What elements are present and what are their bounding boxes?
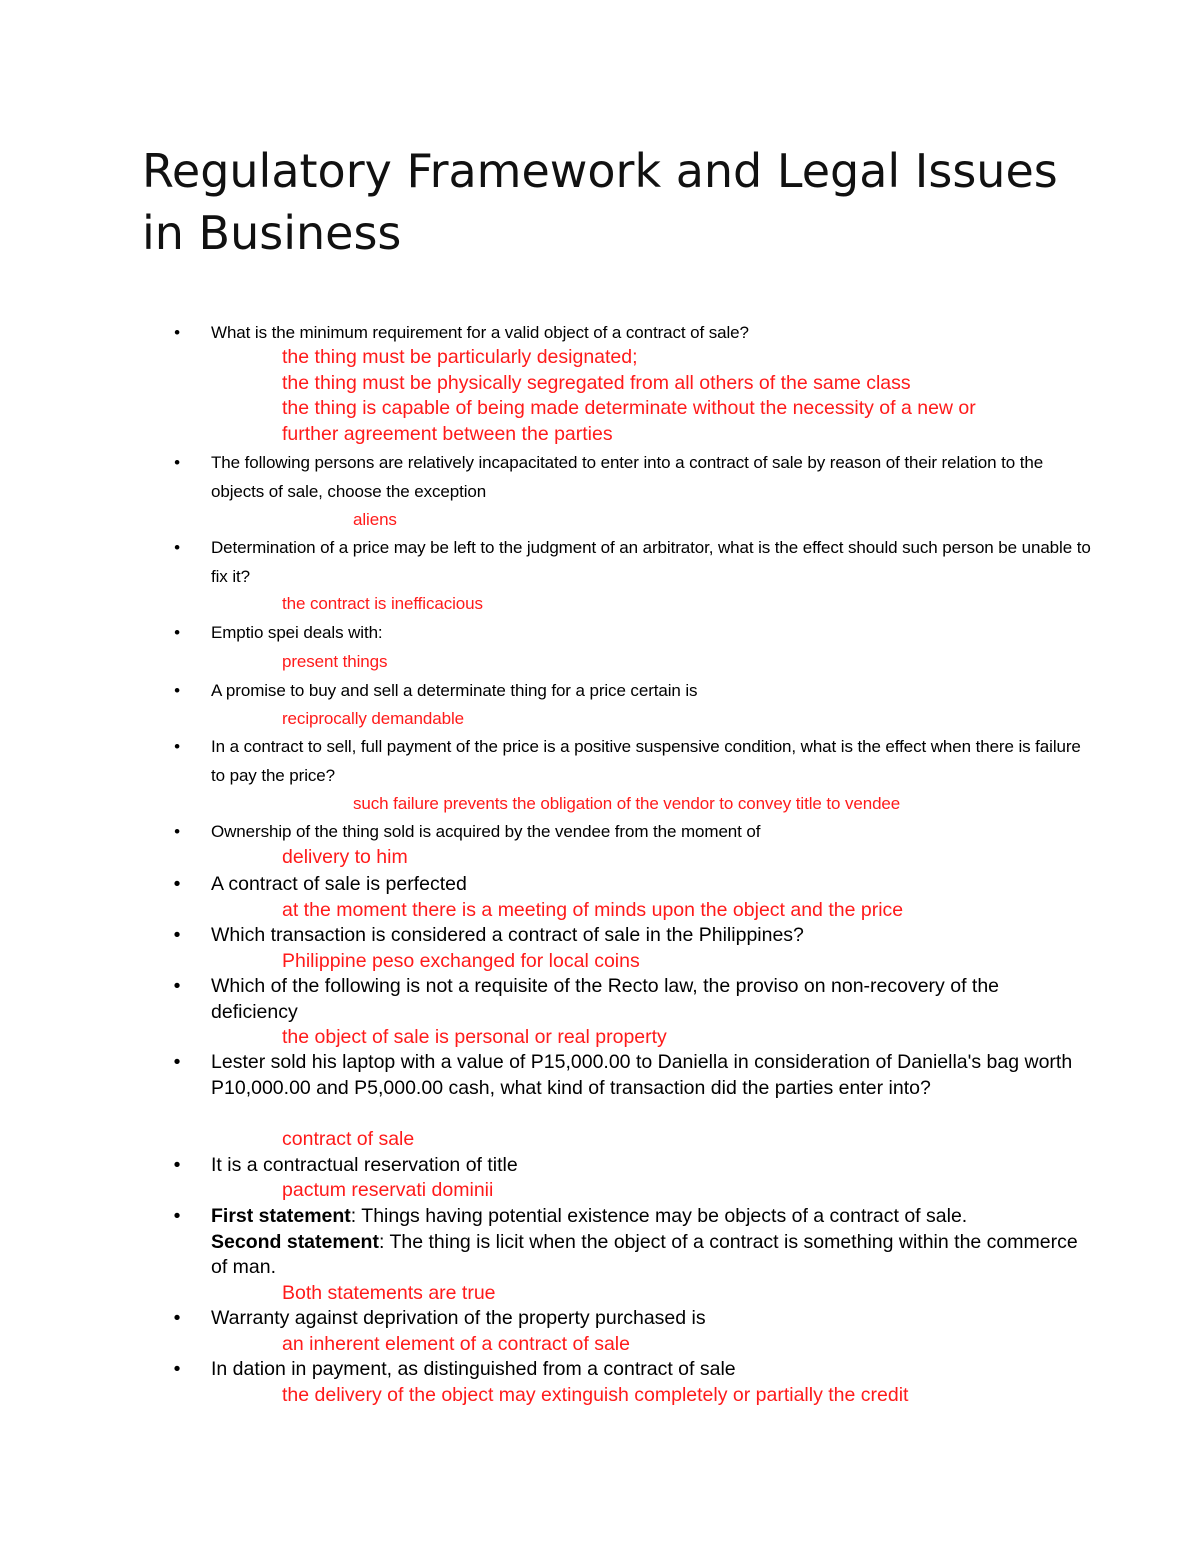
answer-line: the thing must be particularly designated; <box>282 346 638 368</box>
answer-text: at the moment there is a meeting of minds upon the object and the price <box>282 899 904 921</box>
question-item <box>173 1050 1091 1101</box>
answer-text: Philippine peso exchanged for local coins <box>282 950 640 972</box>
bullet-icon: • <box>173 1205 181 1227</box>
question-text: Which of the following is not a requisite of the Recto law, the proviso on non-recovery of the deficiency <box>211 975 1000 1023</box>
question-text: Warranty against deprivation of the property purchased is <box>211 1307 706 1329</box>
question-text: Which transaction is considered a contract of sale in the Philippines? <box>211 924 804 946</box>
bullet-icon: • <box>174 623 180 642</box>
answer-line: further agreement between the parties <box>282 422 613 445</box>
question-text: What is the minimum requirement for a valid object of a contract of sale? <box>211 323 749 342</box>
answer-text: Both statements are true <box>282 1282 496 1304</box>
question-text: In dation in payment, as distinguished from a contract of sale <box>211 1358 736 1380</box>
first-statement-text: : Things having potential existence may be objects of a contract of sale. <box>350 1205 968 1227</box>
bullet-icon: • <box>173 975 181 997</box>
bullet-icon: • <box>173 1358 181 1380</box>
question-item <box>174 319 1091 348</box>
bullet-icon: • <box>174 681 180 700</box>
bullet-icon: • <box>174 737 180 756</box>
answer-text: pactum reservati dominii <box>282 1179 494 1201</box>
bullet-icon: • <box>173 1307 181 1329</box>
answer-text: present things <box>282 652 388 671</box>
answer-line: the thing must be physically segregated from all others of the same class <box>282 371 911 394</box>
bullet-icon: • <box>173 1051 181 1073</box>
question-item <box>174 534 1091 591</box>
second-statement <box>211 1231 1078 1279</box>
bullet-icon: • <box>173 873 181 895</box>
question-item <box>174 677 1091 706</box>
second-statement-label: Second statement <box>211 1230 379 1253</box>
question-text: Determination of a price may be left to the judgment of an arbitrator, what is the effect should such person be unable to fix it? <box>211 538 1091 586</box>
question-item <box>174 449 1091 506</box>
question-text: It is a contractual reservation of title <box>211 1154 518 1176</box>
answer-text: aliens <box>353 510 397 529</box>
answer-text: contract of sale <box>282 1128 415 1150</box>
question-text: Lester sold his laptop with a value of P15,000.00 to Daniella in consideration of Daniella's bag worth P10,000.00 and P5,000.00 cash, what kind of transaction did the parties enter into? <box>211 1051 1073 1099</box>
question-item <box>173 923 1091 949</box>
answer-text: the delivery of the object may extinguish completely or partially the credit <box>282 1384 909 1406</box>
bullet-icon: • <box>174 538 180 557</box>
first-statement <box>211 1205 967 1227</box>
answer-text: the contract is inefficacious <box>282 594 483 613</box>
first-statement-label: First statement <box>211 1205 351 1227</box>
question-item <box>173 1153 1091 1179</box>
second-statement-text: : The thing is licit when the object of a contract is something within the commerce of man. <box>211 1230 1078 1278</box>
answer-text <box>282 345 1062 447</box>
question-item <box>173 1306 1091 1332</box>
question-item <box>174 733 1091 790</box>
answer-text: an inherent element of a contract of sale <box>282 1333 630 1355</box>
bullet-icon: • <box>174 323 180 342</box>
question-text: A promise to buy and sell a determinate thing for a price certain is <box>211 681 698 700</box>
answer-text: such failure prevents the obligation of the vendor to convey title to vendee <box>353 794 901 813</box>
question-text: Emptio spei deals with: <box>211 623 383 642</box>
question-item <box>173 974 1091 1025</box>
answer-text: reciprocally demandable <box>282 709 464 728</box>
question-text: The following persons are relatively incapacitated to enter into a contract of sale by reason of their relation to the objects of sale, choose the exception <box>211 453 1044 501</box>
bullet-icon: • <box>174 453 180 472</box>
answer-text: the object of sale is personal or real property <box>282 1026 667 1048</box>
bullet-icon: • <box>173 1154 181 1176</box>
bullet-icon: • <box>174 822 180 841</box>
bullet-icon: • <box>173 924 181 946</box>
answer-line: the thing is capable of being made determinate without the necessity of a new or <box>282 397 976 419</box>
answer-text: delivery to him <box>282 846 408 868</box>
question-item <box>174 818 1091 847</box>
question-item <box>173 872 1091 898</box>
question-text: Ownership of the thing sold is acquired by the vendee from the moment of <box>211 822 761 841</box>
question-item <box>173 1204 1091 1281</box>
question-text: In a contract to sell, full payment of the price is a positive suspensive condition, what is the effect when there is failure to pay the price? <box>211 737 1081 785</box>
page-title: Regulatory Framework and Legal Issues in Business <box>142 144 1058 260</box>
question-item <box>174 619 1091 648</box>
question-item <box>173 1357 1091 1383</box>
question-text: A contract of sale is perfected <box>211 873 467 895</box>
